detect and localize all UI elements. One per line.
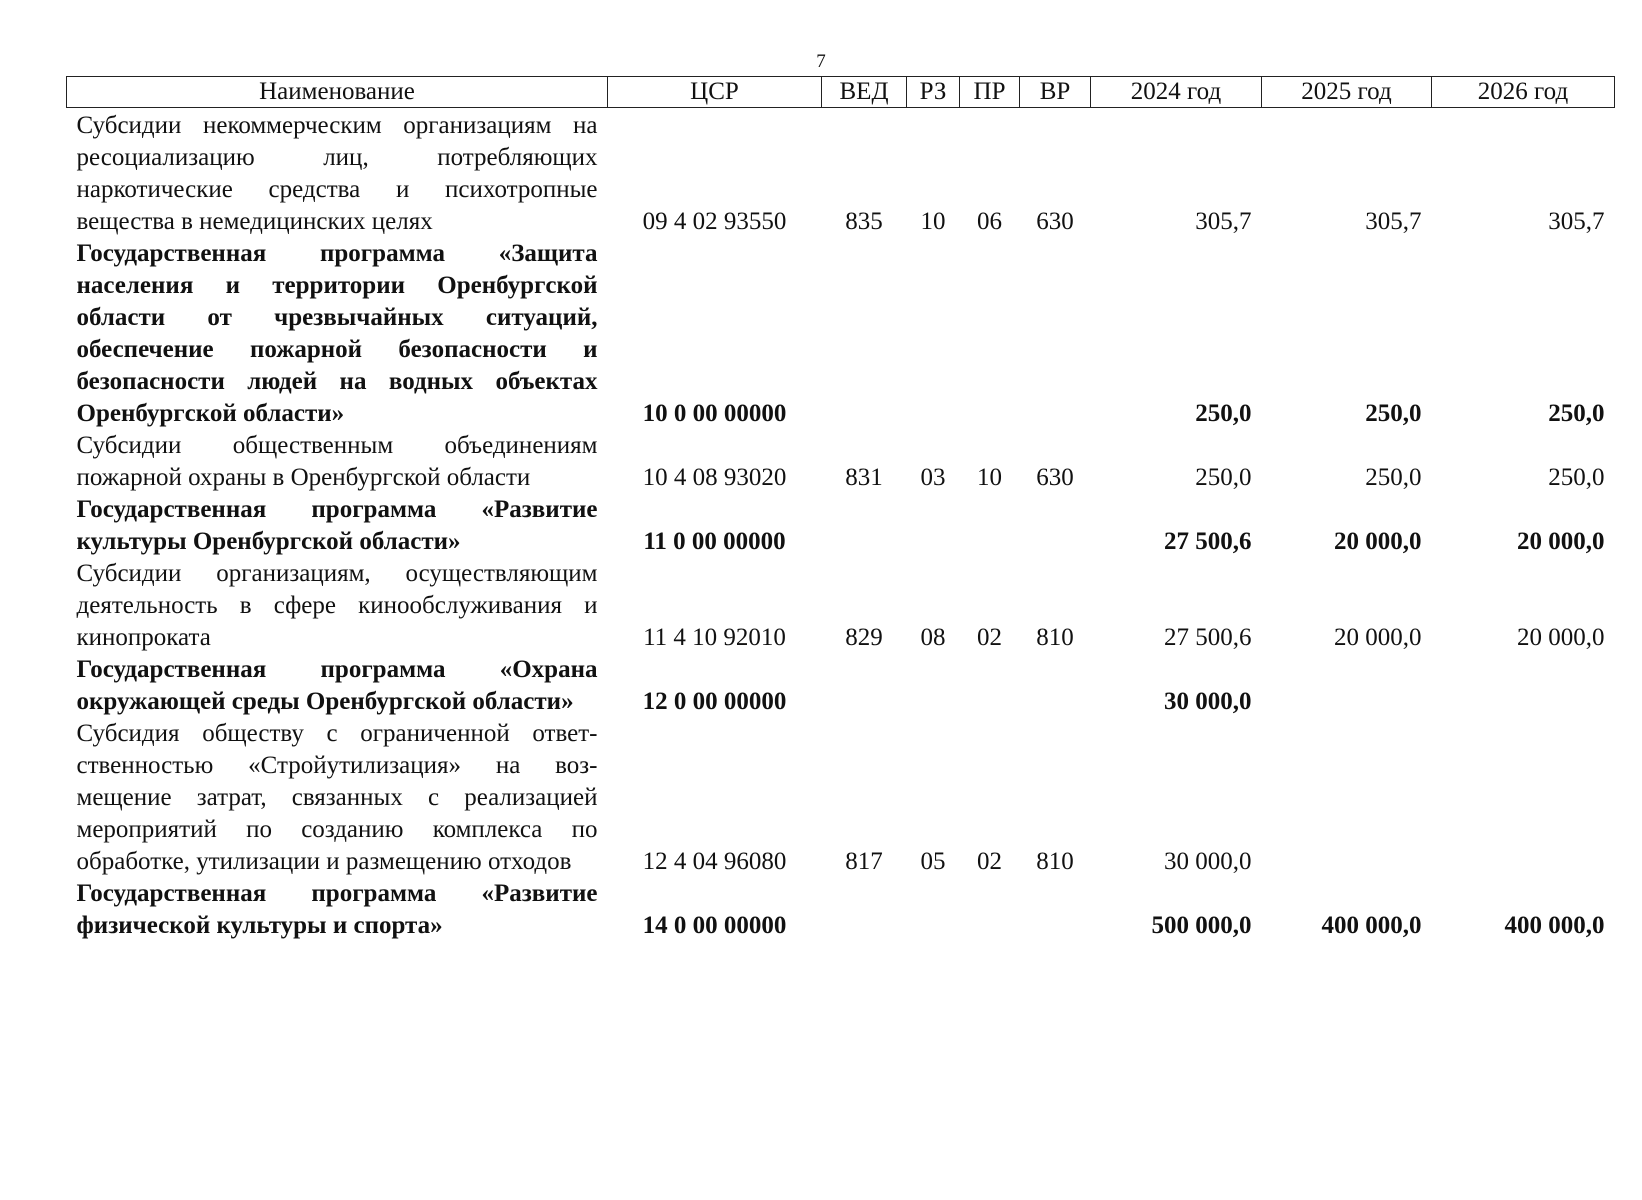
row-amount-2024: 27 500,6 [1164,624,1252,651]
column-header-2025: 2025 год [1262,77,1432,108]
table-row [67,430,1615,494]
row-csr: 10 4 08 93020 [642,464,787,491]
row-amount-2026: 20 000,0 [1517,528,1605,555]
row-vr [1020,238,1091,430]
row-amount-2026: 305,7 [1548,208,1605,235]
row-ved [822,654,907,718]
page-number: 7 [816,51,826,72]
row-csr: 09 4 02 93550 [642,208,787,235]
column-header-2026: 2026 год [1432,77,1615,108]
row-pr: 06 [977,208,1002,235]
table-row-program [67,494,1615,558]
row-amount-2024: 30 000,0 [1164,688,1252,715]
row-pr [960,238,1020,430]
row-amount-2025: 250,0 [1365,464,1422,491]
table-row-program [67,878,1615,942]
row-amount-2025 [1262,718,1432,878]
row-pr: 02 [977,624,1002,651]
row-amount-2026 [1432,654,1615,718]
table-row [67,558,1615,654]
row-vr: 810 [1036,624,1074,651]
row-ved [822,238,907,430]
column-header-2024: 2024 год [1091,77,1262,108]
column-header-csr: ЦСР [608,77,822,108]
row-pr [960,494,1020,558]
row-ved [822,494,907,558]
row-csr: 11 4 10 92010 [643,624,786,651]
row-name: Субсидия обществу с ограниченной ответственностью «Стройутилизация» на возмещение затрат, связанных с реализацией мероприятий по созданию комплекса по обработке, утилизации и размещению отходов [76,720,598,875]
row-csr: 10 0 00 00000 [642,400,787,427]
row-vr: 630 [1036,464,1074,491]
row-ved: 835 [845,208,883,235]
budget-table [66,76,1615,942]
table-row-program [67,238,1615,430]
row-amount-2026: 20 000,0 [1517,624,1605,651]
row-amount-2024: 30 000,0 [1164,848,1252,875]
row-rz: 03 [920,464,946,491]
row-rz: 05 [920,848,946,875]
row-csr: 12 0 00 00000 [642,688,787,715]
row-amount-2025: 305,7 [1365,208,1422,235]
row-amount-2024: 250,0 [1195,464,1252,491]
table-row [67,108,1615,239]
row-pr: 10 [977,464,1002,491]
row-name: Субсидии некоммерческим организациям на ресоциализацию лиц, потребляющих наркотические средства и психотропные вещества в немедицинских целях [76,112,598,235]
column-header-ved: ВЕД [822,77,907,108]
row-amount-2026 [1432,718,1615,878]
row-ved: 831 [845,464,883,491]
row-amount-2025 [1262,654,1432,718]
row-name: Государственная программа «Развитие культуры Оренбургской области» [76,496,598,555]
row-pr [960,878,1020,942]
row-amount-2025: 20 000,0 [1334,624,1422,651]
row-pr: 02 [977,848,1002,875]
row-name: Субсидии общественным объединениям пожарной охраны в Оренбургской области [76,432,598,491]
row-vr: 630 [1036,208,1074,235]
row-vr [1020,494,1091,558]
row-amount-2025: 20 000,0 [1334,528,1422,555]
row-vr: 810 [1036,848,1074,875]
row-rz [907,878,960,942]
row-vr [1020,654,1091,718]
column-header-vr: ВР [1020,77,1091,108]
row-ved [822,878,907,942]
row-name: Государственная программа «Развитие физической культуры и спорта» [76,880,598,939]
row-rz [907,654,960,718]
row-ved: 817 [845,848,883,875]
row-amount-2024: 305,7 [1195,208,1252,235]
row-ved: 829 [845,624,883,651]
row-amount-2026: 250,0 [1548,400,1605,427]
table-row-program [67,654,1615,718]
row-amount-2024: 500 000,0 [1151,912,1252,939]
row-csr: 14 0 00 00000 [642,912,787,939]
row-amount-2024: 250,0 [1195,400,1252,427]
row-csr: 12 4 04 96080 [642,848,787,875]
row-amount-2024: 27 500,6 [1164,528,1252,555]
column-header-rz: РЗ [907,77,960,108]
row-name: Субсидии организациям, осуществляющим деятельность в сфере кинообслуживания и кинопроката [76,560,598,651]
row-amount-2025: 250,0 [1365,400,1422,427]
row-amount-2026: 400 000,0 [1504,912,1605,939]
row-amount-2025: 400 000,0 [1321,912,1422,939]
row-rz: 10 [920,208,946,235]
row-rz [907,238,960,430]
column-header-pr: ПР [960,77,1020,108]
row-pr [960,654,1020,718]
row-name: Государственная программа «Защита населения и территории Оренбургской области от чрезвычайных ситуаций, обеспечение пожарной безопасности и безопасности людей на водных объектах Оренбургской области» [76,240,598,427]
row-name: Государственная программа «Охрана окружающей среды Оренбургской области» [76,656,598,715]
row-amount-2026: 250,0 [1548,464,1605,491]
row-csr: 11 0 00 00000 [643,528,786,555]
row-vr [1020,878,1091,942]
table-row [67,718,1615,878]
row-rz: 08 [920,624,946,651]
column-header-name: Наименование [67,77,608,108]
row-rz [907,494,960,558]
table-header-row [67,77,1615,108]
